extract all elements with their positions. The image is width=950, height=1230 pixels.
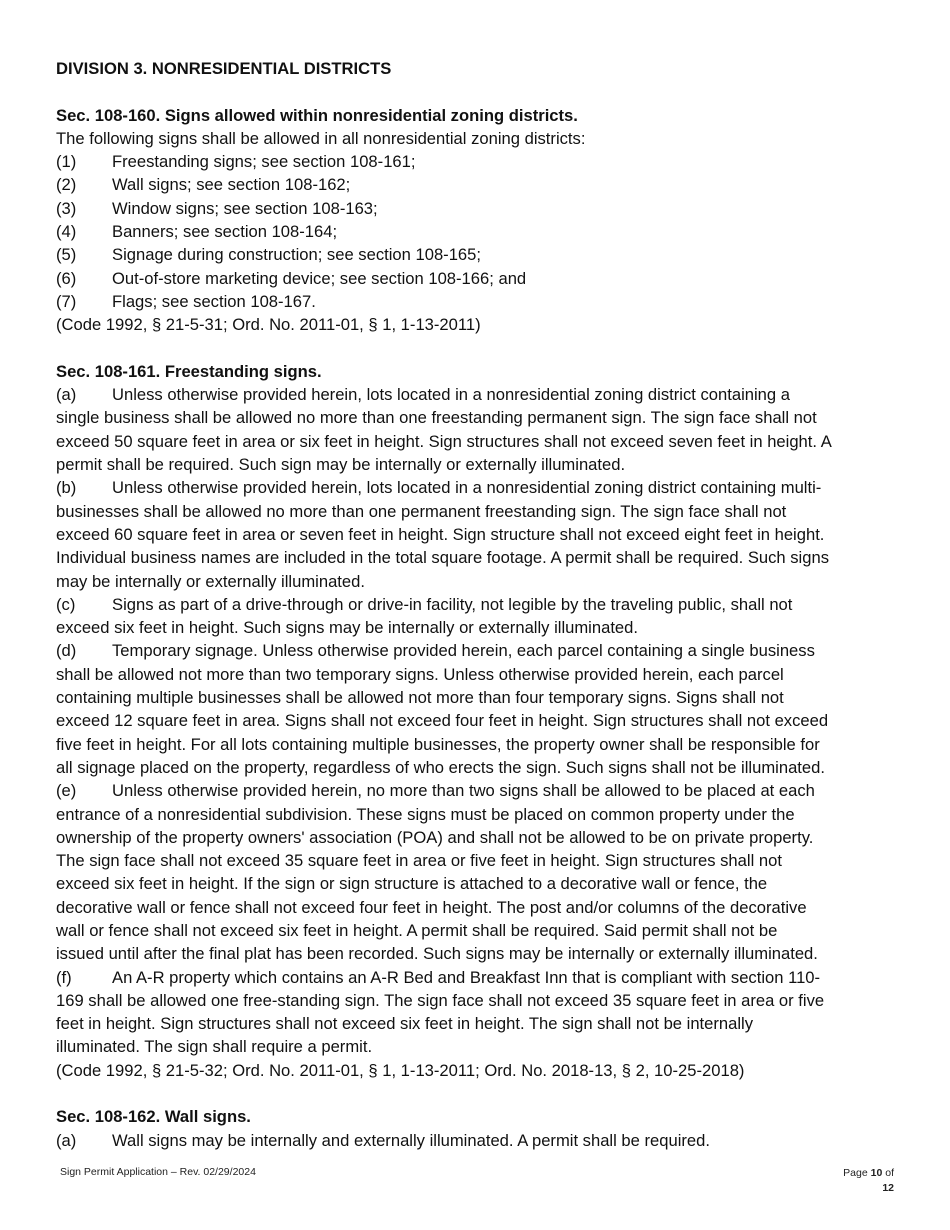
paragraph-a xyxy=(56,383,898,476)
list-item xyxy=(56,173,898,196)
list-item-number: (4) xyxy=(56,222,77,242)
page-number xyxy=(843,1166,894,1196)
list-item-number: (2) xyxy=(56,175,77,195)
sec-161-citation: (Code 1992, § 21-5-32; Ord. No. 2011-01, § 1, 1-13-2011; Ord. No. 2018-13, § 2, 10-25-2018) xyxy=(56,1060,745,1080)
paragraph-line: containing multiple businesses shall be allowed not more than four temporary signs. Signs shall not xyxy=(56,688,784,708)
paragraph-f xyxy=(56,966,898,1059)
paragraph-line: Signs as part of a drive-through or drive-in facility, not legible by the traveling public, shall not xyxy=(112,594,793,614)
paragraph-number: (a) xyxy=(56,1130,77,1150)
list-item xyxy=(56,267,898,290)
paragraph-a xyxy=(56,1129,898,1152)
paragraph-line: may be internally or externally illuminated. xyxy=(56,571,365,591)
paragraph-line: Unless otherwise provided herein, lots located in a nonresidential zoning district containing a xyxy=(112,385,790,405)
document-body xyxy=(56,57,898,1152)
paragraph-b xyxy=(56,476,898,592)
list-item-text: Banners; see section 108-164; xyxy=(112,222,338,242)
paragraph-line: single business shall be allowed no more than one freestanding permanent sign. The sign face shall not xyxy=(56,408,817,428)
list-item-number: (5) xyxy=(56,245,77,265)
list-item-text: Out-of-store marketing device; see section 108-166; and xyxy=(112,268,527,288)
sec-160-intro: The following signs shall be allowed in all nonresidential zoning districts: xyxy=(56,128,586,148)
paragraph-e xyxy=(56,779,898,965)
paragraph-line: Wall signs may be internally and externally illuminated. A permit shall be required. xyxy=(112,1130,710,1150)
list-item xyxy=(56,197,898,220)
paragraph-line: The sign face shall not exceed 35 square feet in area or five feet in height. Sign structures shall not xyxy=(56,851,782,871)
paragraph-number: (d) xyxy=(56,641,77,661)
page-of: of xyxy=(882,1167,894,1179)
list-item-text: Flags; see section 108-167. xyxy=(112,291,316,311)
paragraph-line: five feet in height. For all lots containing multiple businesses, the property owner shall be responsible for xyxy=(56,734,820,754)
list-item-number: (3) xyxy=(56,198,77,218)
paragraph-line: wall or fence shall not exceed six feet in height. A permit shall be required. Said permit shall not be xyxy=(56,920,778,940)
paragraph-line: Temporary signage. Unless otherwise provided herein, each parcel containing a single business xyxy=(112,641,815,661)
paragraph-number: (b) xyxy=(56,478,77,498)
page-total: 12 xyxy=(882,1182,894,1194)
sec-160-heading: Sec. 108-160. Signs allowed within nonresidential zoning districts. xyxy=(56,105,578,125)
paragraph-line: permit shall be required. Such sign may be internally or externally illuminated. xyxy=(56,455,626,475)
list-item-text: Freestanding signs; see section 108-161; xyxy=(112,152,416,172)
list-item xyxy=(56,220,898,243)
paragraph-number: (f) xyxy=(56,967,72,987)
list-item-text: Window signs; see section 108-163; xyxy=(112,198,378,218)
paragraph-line: exceed six feet in height. If the sign or sign structure is attached to a decorative wall or fence, the xyxy=(56,874,768,894)
paragraph-line: exceed 60 square feet in area or seven feet in height. Sign structure shall not exceed eight feet in height. xyxy=(56,524,825,544)
sec-162-heading: Sec. 108-162. Wall signs. xyxy=(56,1107,251,1127)
page-prefix: Page xyxy=(843,1167,871,1179)
paragraph-line: exceed six feet in height. Such signs may be internally or externally illuminated. xyxy=(56,618,639,638)
paragraph-line: Unless otherwise provided herein, lots located in a nonresidential zoning district containing multi- xyxy=(112,478,822,498)
list-item-number: (7) xyxy=(56,291,77,311)
list-item-text: Signage during construction; see section 108-165; xyxy=(112,245,481,265)
paragraph-d xyxy=(56,639,898,779)
paragraph-line: issued until after the final plat has been recorded. Such signs may be internally or externally illuminated. xyxy=(56,944,818,964)
division-title: DIVISION 3. NONRESIDENTIAL DISTRICTS xyxy=(56,59,392,78)
paragraph-line: exceed 12 square feet in area. Signs shall not exceed four feet in height. Sign structures shall not exceed xyxy=(56,711,829,731)
paragraph-line: ownership of the property owners' association (POA) and shall not be allowed to be on private property. xyxy=(56,827,814,847)
paragraph-line: feet in height. Sign structures shall not exceed six feet in height. The sign shall not be internally xyxy=(56,1014,754,1034)
paragraph-number: (c) xyxy=(56,594,76,614)
sec-161-heading: Sec. 108-161. Freestanding signs. xyxy=(56,361,322,381)
paragraph-line: illuminated. The sign shall require a permit. xyxy=(56,1037,373,1057)
footer-revision: Sign Permit Application – Rev. 02/29/2024 xyxy=(60,1166,256,1178)
paragraph-line: Individual business names are included in the total square footage. A permit shall be required. Such signs xyxy=(56,548,830,568)
paragraph-line: all signage placed on the property, regardless of who erects the sign. Such signs shall not be illuminated. xyxy=(56,757,825,777)
paragraph-number: (a) xyxy=(56,385,77,405)
page-current: 10 xyxy=(870,1167,883,1179)
list-item xyxy=(56,243,898,266)
list-item xyxy=(56,150,898,173)
list-item xyxy=(56,290,898,313)
paragraph-line: Unless otherwise provided herein, no more than two signs shall be allowed to be placed at each xyxy=(112,781,815,801)
sec-160-citation: (Code 1992, § 21-5-31; Ord. No. 2011-01, § 1, 1-13-2011) xyxy=(56,315,481,335)
paragraph-number: (e) xyxy=(56,781,77,801)
list-item-text: Wall signs; see section 108-162; xyxy=(112,175,351,195)
list-item-number: (1) xyxy=(56,152,77,172)
paragraph-line: exceed 50 square feet in area or six feet in height. Sign structures shall not exceed seven feet in height. A xyxy=(56,431,832,451)
paragraph-line: businesses shall be allowed no more than one permanent freestanding sign. The sign face shall not xyxy=(56,501,787,521)
paragraph-line: 169 shall be allowed one free-standing sign. The sign face shall not exceed 35 square feet in area or five xyxy=(56,990,825,1010)
list-item-number: (6) xyxy=(56,268,77,288)
paragraph-line: decorative wall or fence shall not exceed four feet in height. The post and/or columns of the decorative xyxy=(56,897,807,917)
paragraph-c xyxy=(56,593,898,640)
paragraph-line: entrance of a nonresidential subdivision. These signs must be placed on common property under the xyxy=(56,804,795,824)
paragraph-line: An A-R property which contains an A-R Bed and Breakfast Inn that is compliant with section 110- xyxy=(112,967,821,987)
paragraph-line: shall be allowed not more than two temporary signs. Unless otherwise provided herein, each parcel xyxy=(56,664,784,684)
